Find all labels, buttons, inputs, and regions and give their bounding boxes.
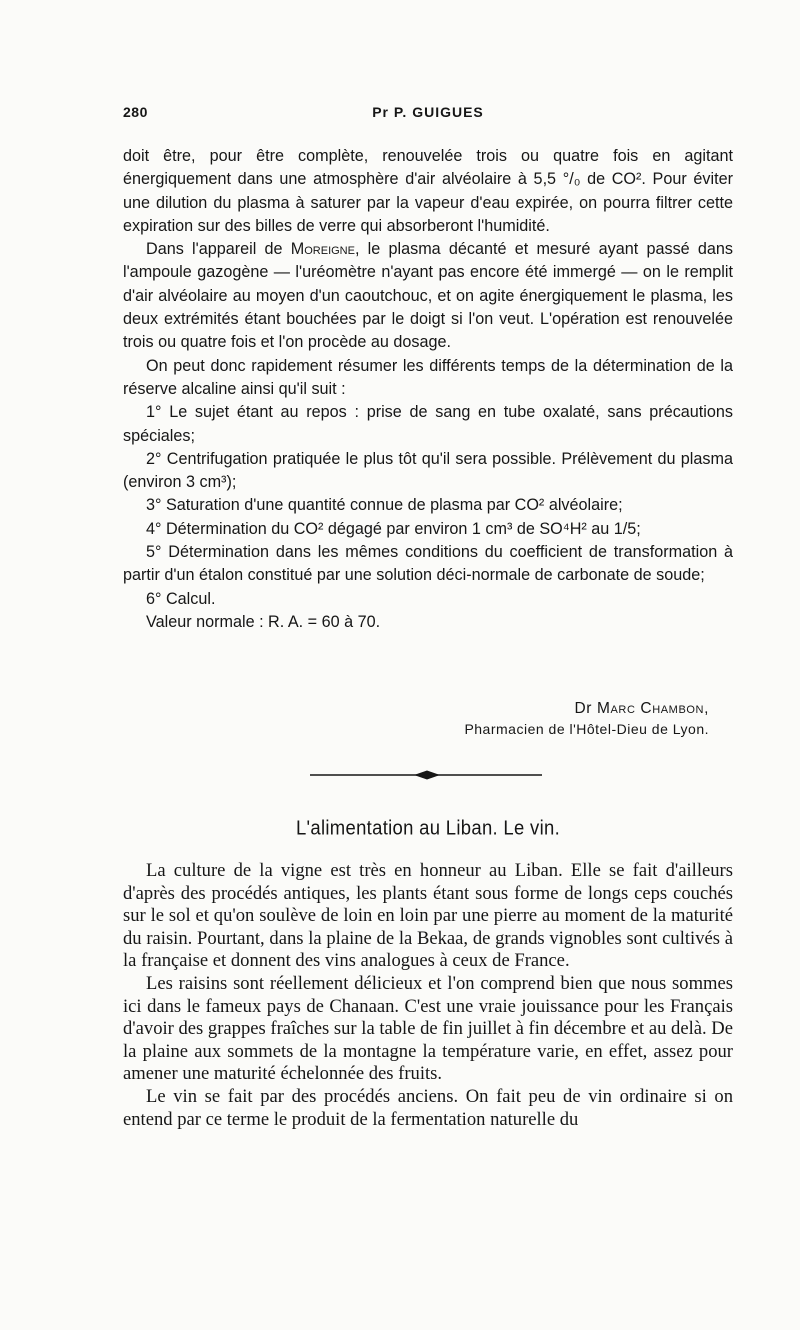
article-paragraph: La culture de la vigne est très en honneur au Liban. Elle se fait d'ailleurs d'après des procédés antiques, les plants étant sous forme de longs ceps couchés sur le sol et qu'on soulève de loin en loin par une pierre au moment de la maturité du raisin. Pourtant, dans la plaine de la Bekaa, de grands vignobles sont cultivés à la française et donnent des vins analogues à ceux de France. <box>123 860 733 972</box>
page-header <box>123 104 733 128</box>
step-item: 2° Centrifugation pratiquée le plus tôt qu'il sera possible. Prélèvement du plasma (environ 3 cm³); <box>123 449 733 492</box>
summary-paragraph: On peut donc rapidement résumer les différents temps de la détermination de la réserve alcaline ainsi qu'il suit : <box>123 356 733 398</box>
moreigne-rest: , le plasma décanté et mesuré ayant passé dans l'ampoule gazogène — l'uréomètre n'ayant pas encore été immergé — on le remplit d'air alvéolaire au moyen d'un caoutchouc, et on agite énergiquement le plasma, les deux extrémités étant bouchées par le doigt si l'on veut. L'opération est renouvelée trois ou quatre fois et l'on procède au dosage. <box>123 240 733 352</box>
author-name-moreigne: Moreigne <box>290 240 355 259</box>
article-paragraph: Le vin se fait par des procédés anciens. On fait peu de vin ordinaire si on entend par ce terme le produit de la fermentation naturelle du <box>123 1085 733 1130</box>
step-item: 4° Détermination du CO² dégagé par environ 1 cm³ de SO⁴H² au 1/5; <box>146 519 641 538</box>
signature-prefix: Dr <box>574 700 597 717</box>
signature <box>123 700 709 737</box>
section-title: L'alimentation au Liban. Le vin. <box>295 816 561 839</box>
article-paragraph: Les raisins sont réellement délicieux et l'on comprend bien que nous sommes ici dans le fameux pays de Chanaan. C'est une vraie jouissance pour les Français d'avoir des grappes fraîches sur la table de fin juillet à fin décembre et au delà. De la plaine aux sommets de la montagne la température varie, en effet, assez pour amener une maturité échelonnée des fruits. <box>123 972 733 1085</box>
intro-paragraph: doit être, pour être complète, renouvelée trois ou quatre fois en agitant énergiquement dans une atmosphère d'air alvéolaire à 5,5 °/₀ de CO². Pour éviter une dilution du plasma à saturer par la vapeur d'eau expirée, on pourra filtrer cette expiration sur des billes de verre qui absorberont l'humidité. <box>123 147 733 235</box>
step-item: 6° Calcul. <box>146 589 216 608</box>
first-article-body <box>123 145 733 634</box>
step-item: 3° Saturation d'une quantité connue de plasma par CO² alvéolaire; <box>146 496 623 515</box>
signature-name <box>123 700 709 718</box>
moreigne-paragraph <box>123 238 733 354</box>
normal-value: Valeur normale : R. A. = 60 à 70. <box>146 612 381 631</box>
moreigne-lead: Dans l'appareil de <box>146 240 291 259</box>
section-divider-ornament <box>310 767 542 783</box>
step-item: 5° Détermination dans les mêmes conditions du coefficient de transformation à partir d'un étalon constitué par une solution déci-normale de carbonate de soude; <box>123 543 733 585</box>
second-article-body <box>123 860 733 1131</box>
page-number: 280 <box>123 104 148 120</box>
step-item: 1° Le sujet étant au repos : prise de sang en tube oxalaté, sans précautions spéciales; <box>123 403 733 445</box>
signature-title: Pharmacien de l'Hôtel-Dieu de Lyon. <box>464 721 709 737</box>
running-head: Pr P. GUIGUES <box>372 104 484 120</box>
signature-author: Marc Chambon, <box>596 700 709 717</box>
